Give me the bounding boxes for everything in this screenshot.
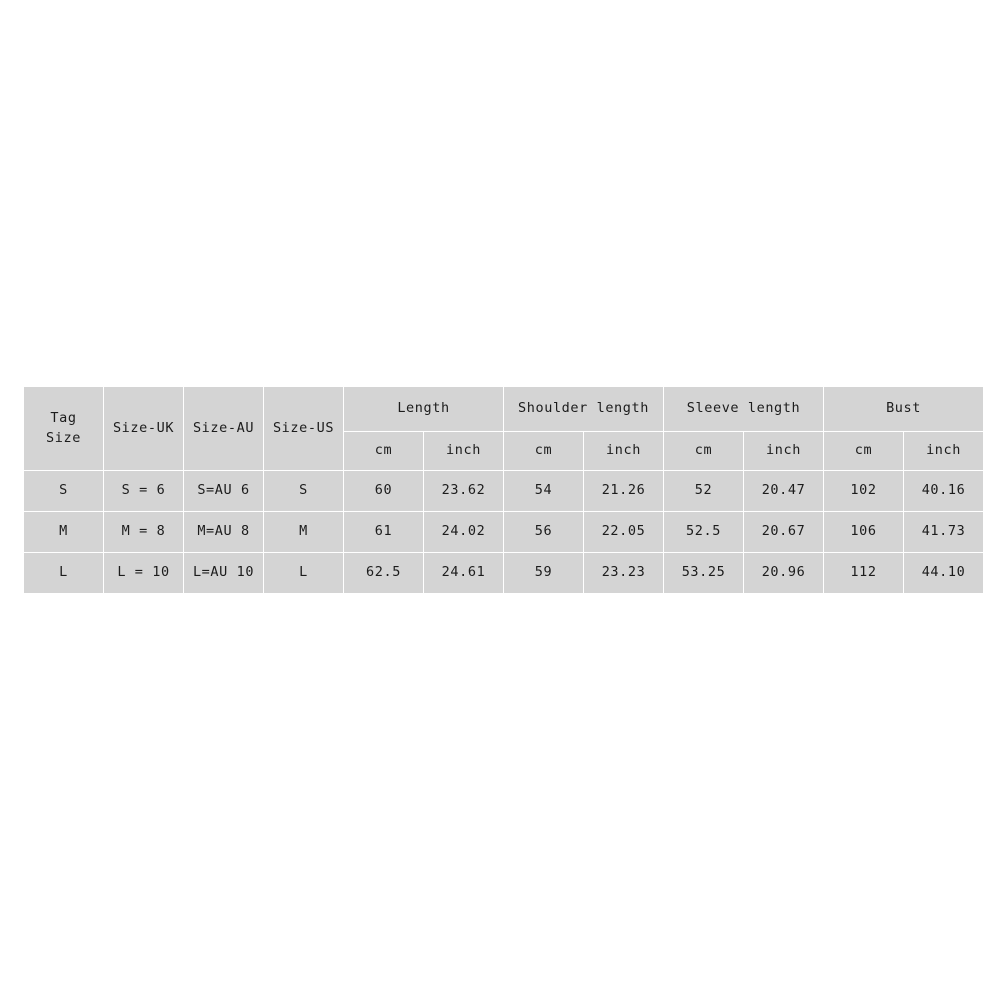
header-unit-length-cm: cm	[344, 432, 424, 471]
table-header-row-groups	[24, 387, 984, 432]
header-unit-bust-inch: inch	[904, 432, 984, 471]
cell-size-us: S	[264, 471, 344, 512]
cell-tag: S	[24, 471, 104, 512]
cell-shoulder-inch: 22.05	[584, 512, 664, 553]
cell-tag: L	[24, 553, 104, 594]
cell-sleeve-inch: 20.47	[744, 471, 824, 512]
table-row	[24, 471, 984, 512]
cell-length-cm: 62.5	[344, 553, 424, 594]
cell-length-inch: 24.61	[424, 553, 504, 594]
cell-sleeve-inch: 20.96	[744, 553, 824, 594]
header-unit-bust-cm: cm	[824, 432, 904, 471]
cell-size-au: S=AU 6	[184, 471, 264, 512]
cell-sleeve-cm: 52	[664, 471, 744, 512]
size-chart-container	[23, 386, 983, 594]
size-chart-table	[23, 386, 984, 594]
cell-size-au: M=AU 8	[184, 512, 264, 553]
cell-bust-cm: 102	[824, 471, 904, 512]
cell-bust-inch: 44.10	[904, 553, 984, 594]
cell-size-au: L=AU 10	[184, 553, 264, 594]
table-row	[24, 512, 984, 553]
cell-bust-cm: 112	[824, 553, 904, 594]
header-group-sleeve-length: Sleeve length	[664, 387, 824, 432]
header-tag-size-line2: Size	[46, 429, 81, 446]
cell-length-inch: 23.62	[424, 471, 504, 512]
table-row	[24, 553, 984, 594]
cell-shoulder-cm: 56	[504, 512, 584, 553]
header-tag-size	[24, 387, 104, 471]
header-unit-sleeve-cm: cm	[664, 432, 744, 471]
cell-shoulder-inch: 21.26	[584, 471, 664, 512]
cell-bust-inch: 41.73	[904, 512, 984, 553]
cell-shoulder-inch: 23.23	[584, 553, 664, 594]
cell-size-uk: M = 8	[104, 512, 184, 553]
header-group-length: Length	[344, 387, 504, 432]
cell-bust-cm: 106	[824, 512, 904, 553]
header-unit-shoulder-cm: cm	[504, 432, 584, 471]
header-unit-length-inch: inch	[424, 432, 504, 471]
header-group-bust: Bust	[824, 387, 984, 432]
cell-length-cm: 61	[344, 512, 424, 553]
header-size-au: Size-AU	[184, 387, 264, 471]
header-unit-shoulder-inch: inch	[584, 432, 664, 471]
cell-size-uk: S = 6	[104, 471, 184, 512]
cell-bust-inch: 40.16	[904, 471, 984, 512]
header-unit-sleeve-inch: inch	[744, 432, 824, 471]
header-size-us: Size-US	[264, 387, 344, 471]
cell-size-us: M	[264, 512, 344, 553]
cell-size-uk: L = 10	[104, 553, 184, 594]
header-tag-size-line1: Tag	[50, 409, 77, 426]
cell-size-us: L	[264, 553, 344, 594]
header-size-uk: Size-UK	[104, 387, 184, 471]
cell-tag: M	[24, 512, 104, 553]
cell-shoulder-cm: 54	[504, 471, 584, 512]
cell-length-cm: 60	[344, 471, 424, 512]
cell-sleeve-cm: 53.25	[664, 553, 744, 594]
header-group-shoulder-length: Shoulder length	[504, 387, 664, 432]
cell-length-inch: 24.02	[424, 512, 504, 553]
cell-sleeve-cm: 52.5	[664, 512, 744, 553]
cell-sleeve-inch: 20.67	[744, 512, 824, 553]
cell-shoulder-cm: 59	[504, 553, 584, 594]
